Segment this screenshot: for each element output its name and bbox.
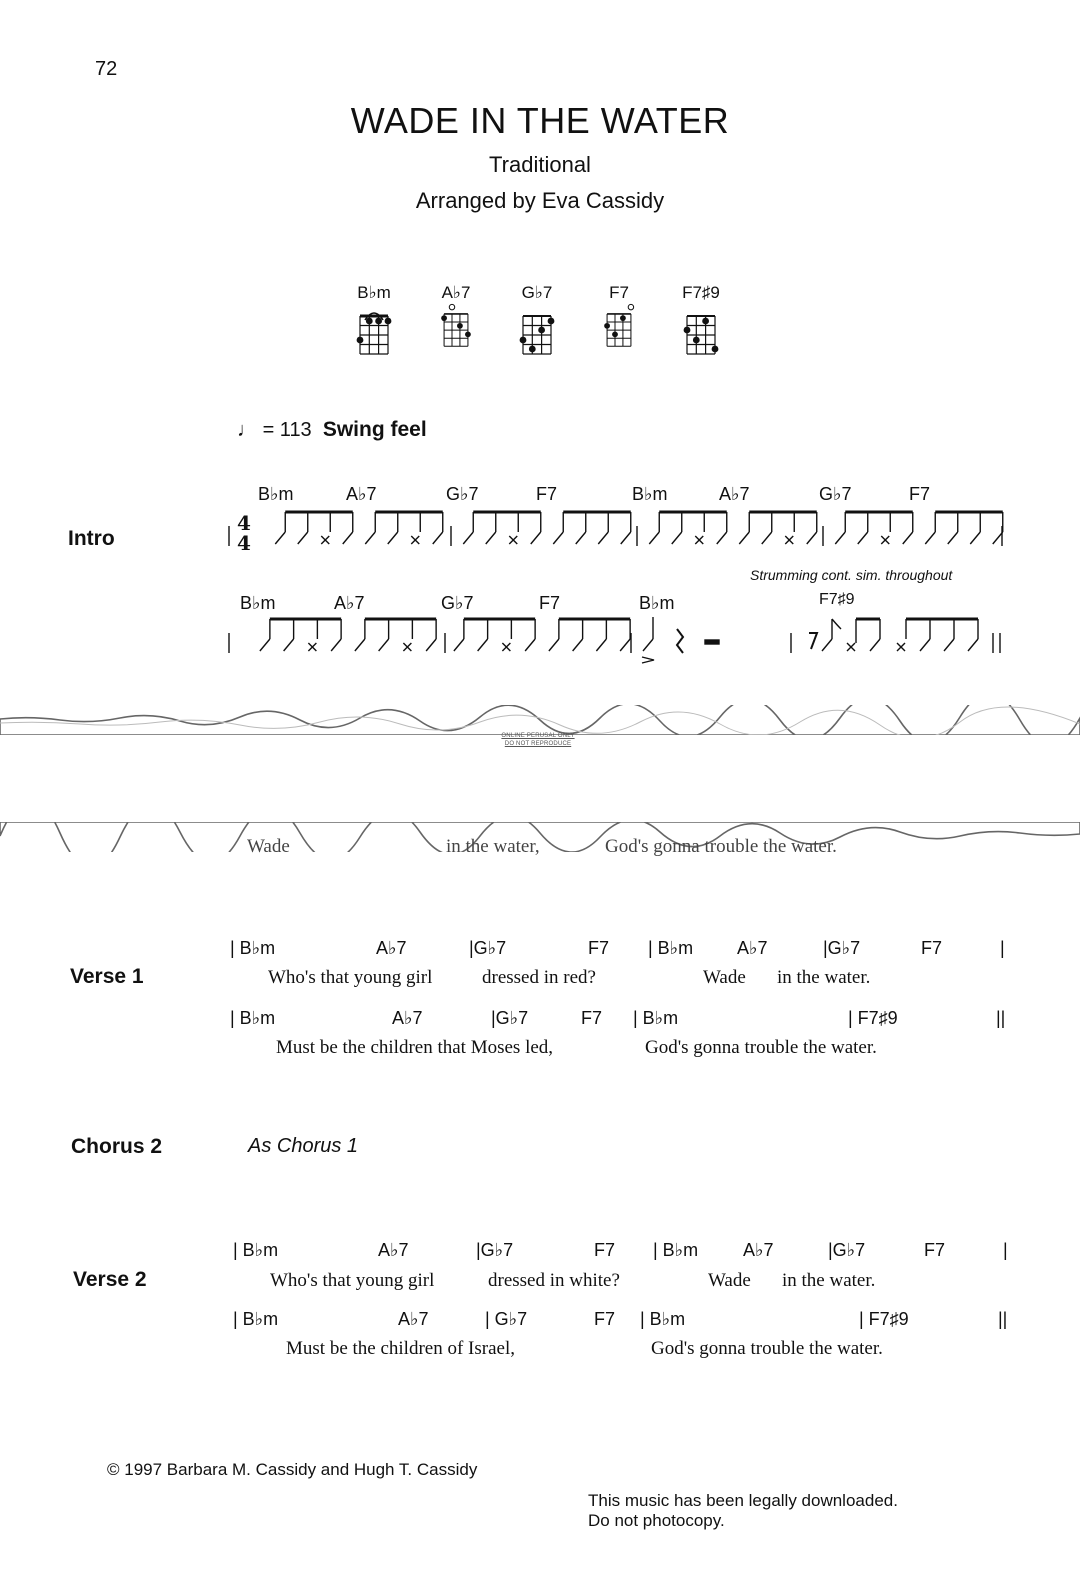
verse-end-barline: || — [998, 1309, 1008, 1329]
verse-barline: | — [1003, 1240, 1008, 1260]
chord-diagram-f7s9 — [682, 310, 720, 356]
verse-lyric: God's gonna trouble the water. — [645, 1037, 877, 1058]
torn-lyric: Wade — [247, 836, 290, 857]
svg-text:4: 4 — [237, 511, 251, 535]
rhythm-row-2 — [229, 617, 1000, 663]
verse-lyric: God's gonna trouble the water. — [651, 1338, 883, 1359]
chord-diagram-gb7 — [518, 310, 556, 356]
verse-chord: | F7♯9 — [859, 1309, 909, 1329]
diagram-label-f7s9: F7♯9 — [682, 283, 720, 302]
section-label-chorus-2: Chorus 2 — [71, 1135, 163, 1158]
chorus-2-instruction: As Chorus 1 — [248, 1135, 359, 1157]
torn-edge-bottom — [0, 822, 1080, 852]
diagram-label-f7: F7 — [609, 283, 629, 302]
arranger-credit: Arranged by Eva Cassidy — [415, 188, 665, 213]
stamp-line: DO NOT REPRODUCE — [504, 741, 572, 747]
section-label-verse-2: Verse 2 — [73, 1268, 147, 1291]
torn-lyric: in the water, — [446, 836, 540, 857]
chord-diagram-ab7 — [437, 302, 475, 348]
diagram-label-bbm: B♭m — [357, 283, 391, 302]
strumming-note: Strumming cont. sim. throughout — [750, 567, 953, 583]
verse-chord: | B♭m — [233, 1309, 279, 1329]
torn-edge-top — [0, 705, 1080, 735]
verse-chord: | B♭m — [230, 1008, 276, 1028]
verse-end-barline: || — [996, 1008, 1006, 1028]
intro-chord: F7 — [539, 593, 561, 613]
copyright-notice: © 1997 Barbara M. Cassidy and Hugh T. Cassidy — [107, 1460, 478, 1479]
intro-chord: F7 — [536, 484, 558, 504]
verse-chord: | B♭m — [640, 1309, 686, 1329]
diagram-label-ab7: A♭7 — [441, 283, 471, 302]
legal-line: This music has been legally downloaded. — [588, 1491, 898, 1510]
verse-chord: |G♭7 — [469, 938, 507, 958]
rhythm-row-1 — [229, 512, 1003, 546]
svg-text:4: 4 — [237, 531, 251, 555]
verse-chord: | F7♯9 — [848, 1008, 898, 1028]
verse-chord: |G♭7 — [823, 938, 861, 958]
intro-chord: B♭m — [632, 484, 668, 504]
diagram-label-gb7: G♭7 — [521, 283, 553, 302]
torn-lyric: God's gonna trouble the water. — [605, 836, 837, 857]
verse-lyric: in the water. — [777, 967, 871, 988]
verse-chord: F7 — [594, 1309, 616, 1329]
verse-chord: A♭7 — [737, 938, 768, 958]
verse-chord: | B♭m — [653, 1240, 699, 1260]
intro-rhythm-staff-2 — [225, 615, 1010, 665]
section-label-verse-1: Verse 1 — [70, 965, 144, 988]
verse-chord: |G♭7 — [828, 1240, 866, 1260]
verse-lyric: Must be the children of Israel, — [286, 1338, 515, 1359]
verse-lyric: dressed in white? — [488, 1270, 620, 1291]
page-number: 72 — [95, 58, 118, 80]
stamp-line: ONLINE PERUSAL ONLY — [501, 733, 575, 739]
intro-chord: B♭m — [639, 593, 675, 613]
verse-chord: A♭7 — [378, 1240, 409, 1260]
intro-chord: A♭7 — [346, 484, 377, 504]
quarter-note-icon: ♩ — [237, 419, 257, 441]
verse-lyric: Who's that young girl — [270, 1270, 435, 1291]
legal-notice — [588, 1491, 898, 1531]
verse-lyric: dressed in red? — [482, 967, 596, 988]
tempo-marking — [237, 418, 427, 442]
perusal-stamp — [480, 732, 596, 748]
verse-chord: A♭7 — [376, 938, 407, 958]
chord-diagram-f7 — [600, 302, 638, 348]
verse-lyric: Wade — [708, 1270, 751, 1291]
verse-lyric: Must be the children that Moses led, — [276, 1037, 554, 1058]
verse-lyric: in the water. — [782, 1270, 876, 1291]
verse-chord: | B♭m — [233, 1240, 279, 1260]
verse-chord: A♭7 — [398, 1309, 429, 1329]
chord-diagram-bbm — [355, 310, 393, 356]
intro-chord: F7♯9 — [819, 591, 855, 608]
verse-chord: F7 — [924, 1240, 946, 1260]
verse-chord: |G♭7 — [476, 1240, 514, 1260]
verse-chord: | B♭m — [633, 1008, 679, 1028]
verse-chord: A♭7 — [392, 1008, 423, 1028]
verse-chord: | B♭m — [648, 938, 694, 958]
section-label-intro: Intro — [68, 527, 115, 550]
intro-chord: A♭7 — [334, 593, 365, 613]
verse-chord: F7 — [921, 938, 943, 958]
verse-chord: | G♭7 — [485, 1309, 528, 1329]
intro-chord: G♭7 — [441, 593, 474, 613]
verse-barline: | — [1000, 938, 1005, 958]
verse-chord: F7 — [581, 1008, 603, 1028]
tempo-feel: Swing feel — [322, 418, 427, 441]
verse-chord: | B♭m — [230, 938, 276, 958]
intro-chord: B♭m — [258, 484, 294, 504]
verse-lyric: Who's that young girl — [268, 967, 433, 988]
song-title: WADE IN THE WATER — [350, 100, 730, 141]
verse-chord: |G♭7 — [491, 1008, 529, 1028]
intro-chord: G♭7 — [446, 484, 479, 504]
verse-chord: F7 — [588, 938, 610, 958]
song-subtitle: Traditional — [489, 152, 591, 177]
tempo-value: = 113 — [262, 419, 312, 441]
intro-chord: A♭7 — [719, 484, 750, 504]
intro-rhythm-staff-1 — [225, 508, 1010, 558]
legal-line: Do not photocopy. — [588, 1511, 725, 1530]
intro-chord: F7 — [909, 484, 931, 504]
intro-chord: G♭7 — [819, 484, 852, 504]
intro-chord: B♭m — [240, 593, 276, 613]
verse-chord: F7 — [594, 1240, 616, 1260]
verse-chord: A♭7 — [743, 1240, 774, 1260]
verse-lyric: Wade — [703, 967, 746, 988]
